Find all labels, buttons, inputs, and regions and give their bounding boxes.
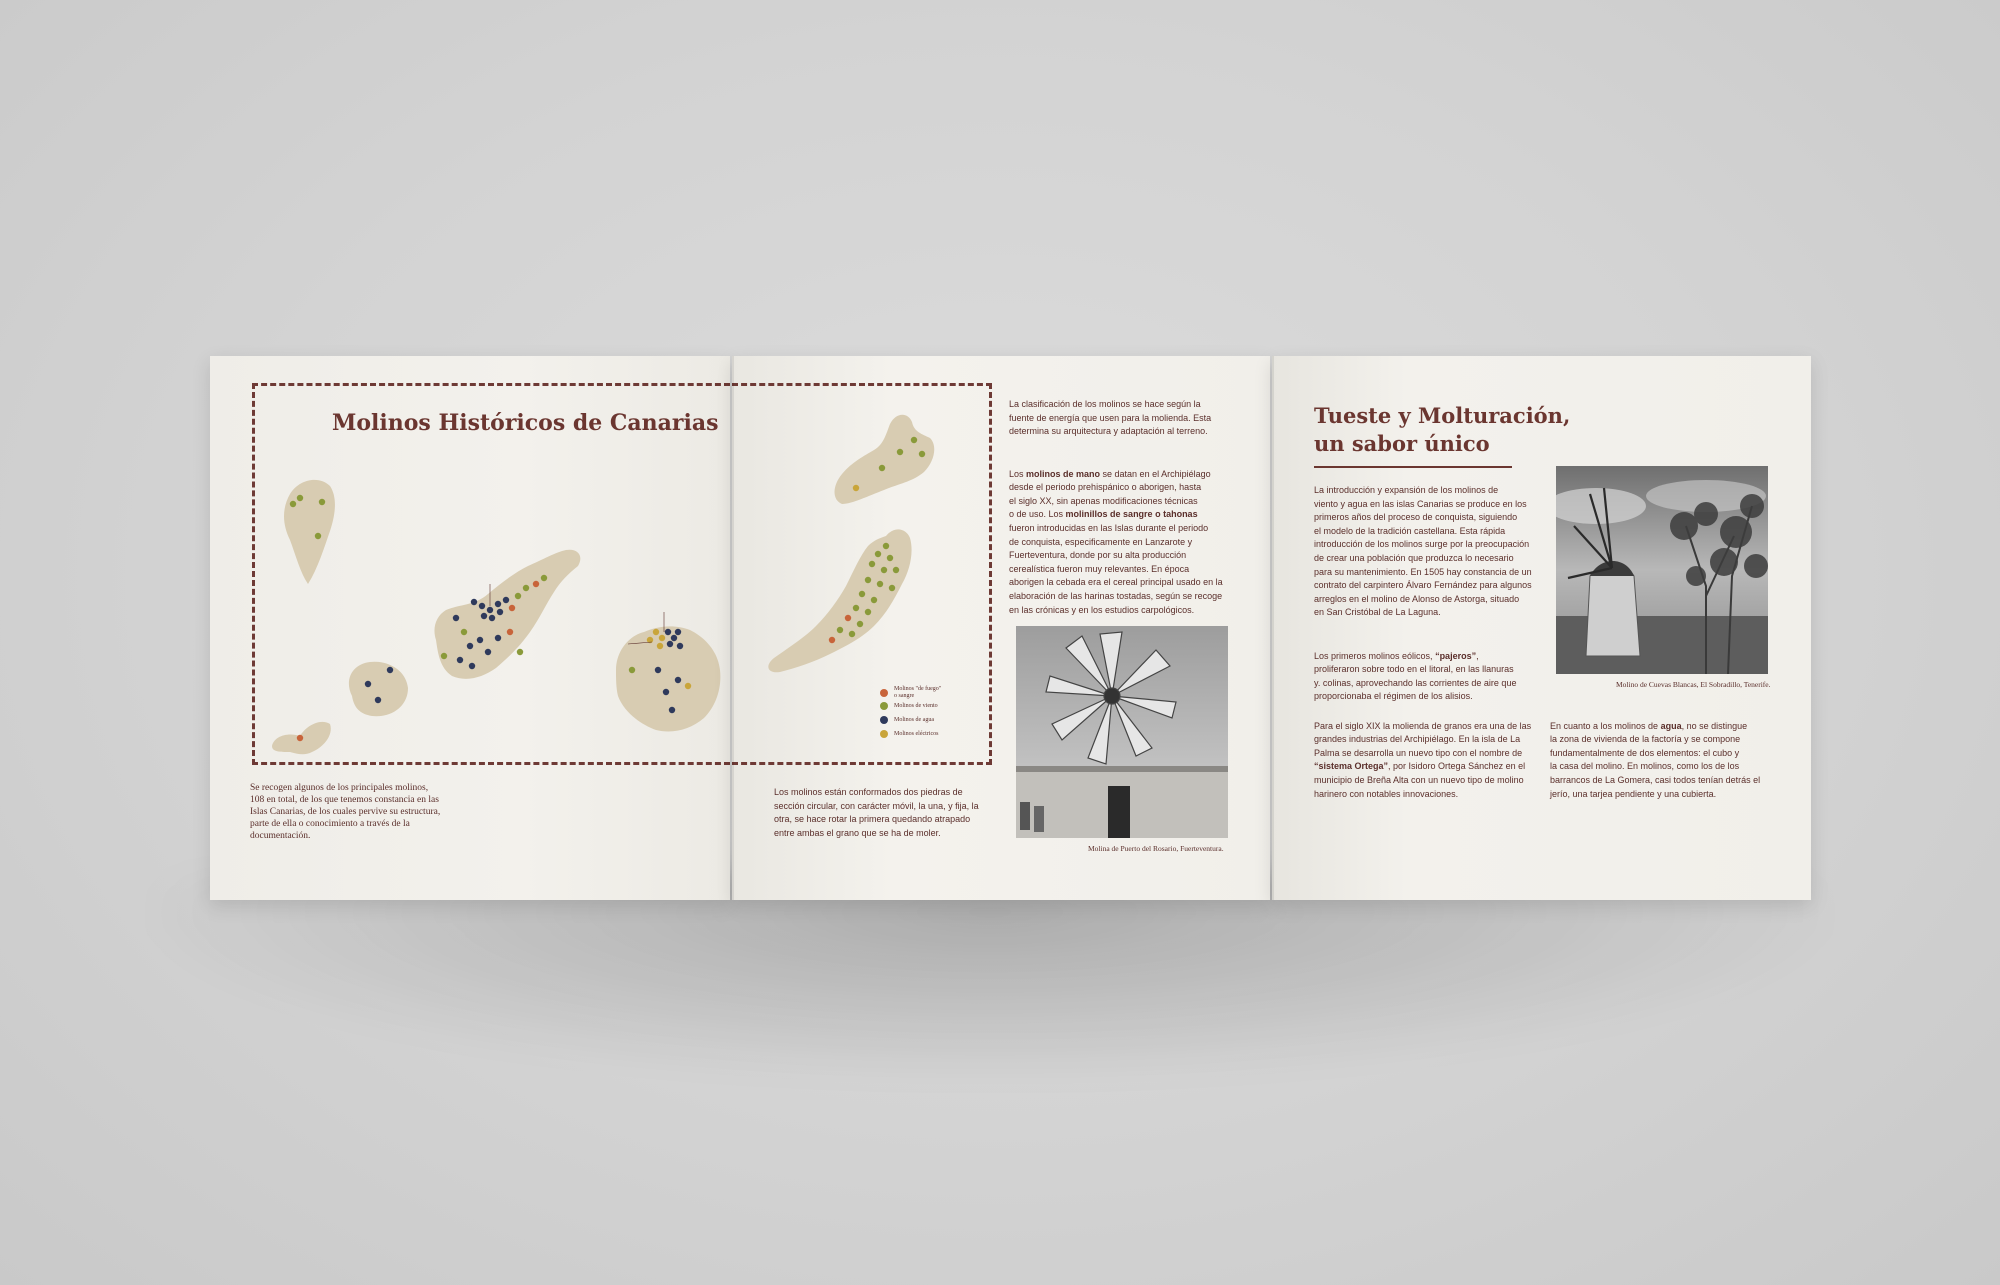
canary-islands-map-east [752,404,992,754]
island-lanzarote [835,415,935,504]
windmill-photo-fuerteventura [1016,626,1228,838]
title-underline [1314,466,1512,468]
legend-item-fuego [880,686,941,700]
text-run: , proliferaron sobre todo en el litoral, en las llanuras y. colinas, aprovechando las corrientes de aire que proporcionaba el régimen de los alisios. [1314,650,1517,702]
photo-caption: Molino de Cuevas Blancas, El Sobradillo, Tenerife. [1616,680,1771,689]
page-title: Molinos Históricos de Canarias [332,410,719,436]
text-run-bold: “pajeros” [1435,650,1477,661]
windmill-illustration [1016,626,1228,838]
section-title-line1: Tueste y Molturación, [1314,403,1571,428]
windmill-photo-tenerife [1556,466,1768,674]
piedras-paragraph: Los molinos están conformados dos piedras de sección circular, con carácter móvil, la una, y fija, la otra, se hace rotar la primera quedando atrapado entre ambas el grano que se ha de moler. [774,787,979,838]
legend-label: Molinos de agua [894,717,934,723]
legend-item-agua [880,716,934,724]
legend-label: Molinos "de fuego" o sangre [894,686,942,699]
legend-item-viento [880,702,938,710]
text-run-bold: molinillos de sangre o tahonas [1065,509,1198,520]
legend-label: Molinos eléctricos [894,731,939,737]
brochure-panel-left [210,356,730,900]
text-run-bold: agua [1660,720,1682,731]
pajeros-paragraph [1314,636,1516,704]
classification-paragraph: La clasificación de los molinos se hace según la fuente de energía que usen para la molienda. Esta determina su arquitectura y adaptación al terreno. [1009,399,1212,437]
introduccion-paragraph: La introducción y expansión de los molinos de viento y agua en las islas Canarias se produce en los primeros años del proceso de conquista, siguiendo el modelo de la tradición castellana. Esta rápida introducción de los molinos surge por la preocupación de crear una población que produzca lo necesario para su mantenimiento. En 1505 hay constancia de un contrato del carpintero Álvaro Fernández para algunos arreglos en el molino de Alonso de Astorga, situado en San Cristóbal de La Laguna. [1314,485,1532,618]
intro-paragraph: Se recogen algunos de los principales molinos, 108 en total, de los que tenemos constancia en las Islas Canarias, de los cuales pervive su estructura, parte de ella o conocimiento a través de la documentación. [250,783,441,841]
brochure-panel-right [1272,356,1811,900]
molinos-mano-paragraph [1009,454,1223,617]
legend-dot-electrico [880,730,888,738]
text-run: En cuanto a los molinos de [1550,720,1661,731]
text-run: Para el siglo XIX la molienda de granos era una de las grandes industrias del Archipiélago. En la isla de La Palma se desarrolla un nuevo tipo con el nombre de [1314,720,1532,758]
section-title-line2: un sabor único [1314,431,1490,456]
siglo-xix-paragraph [1314,706,1531,801]
brochure-shadow [150,870,1830,1080]
text-run: fueron introducidas en las Islas durante el periodo de conquista, especificamente en Lanzarote y Fuerteventura, donde por su alta producción cerealística fueron muy relevantes. En época aborigen la cebada era el cereal principal usado en la elaboración de las harinas tostadas, según se recoge en las crónicas y en los estudios carpológicos. [1009,522,1223,615]
island-tenerife [434,550,580,679]
legend-dot-fuego [880,689,888,697]
legend-label: Molinos de viento [894,703,938,709]
text-run: , por Isidoro Ortega Sánchez en el municipio de Breña Alta con un nuevo tipo de molino harinero con notables innovaciones. [1314,761,1526,799]
section-title [1314,402,1570,458]
photo-caption: Molina de Puerto del Rosario, Fuerteventura. [1088,844,1224,853]
text-run-bold: “sistema Ortega” [1314,761,1389,772]
windmill-illustration [1556,466,1768,674]
canary-islands-map-west [260,456,730,756]
legend-dot-viento [880,702,888,710]
island-la-gomera [349,662,408,716]
legend-item-electrico [880,730,939,738]
island-fuerteventura [768,529,911,672]
fold-line [732,356,734,900]
text-run: Los [1009,468,1027,479]
text-run: se datan en el Archipiélago desde el periodo prehispánico o aborigen, hasta el siglo XX, sin apenas modificaciones técnicas o de uso. Los [1009,468,1211,520]
text-run: , no se distingue la zona de vivienda de la factoría y se compone fundamentalmente de dos elementos: el cubo y la casa del molino. En molinos, como los de los barrancos de La Gomera, casi todos tenían detrás el jerío, una tarjea pendiente y una cubierta. [1550,720,1761,799]
legend-dot-agua [880,716,888,724]
text-run-bold: molinos de mano [1026,468,1101,479]
island-la-palma [284,480,335,584]
fold-line [1272,356,1274,900]
brochure-panel-center [732,356,1270,900]
molinos-agua-paragraph [1550,706,1760,801]
text-run: Los primeros molinos eólicos, [1314,650,1436,661]
